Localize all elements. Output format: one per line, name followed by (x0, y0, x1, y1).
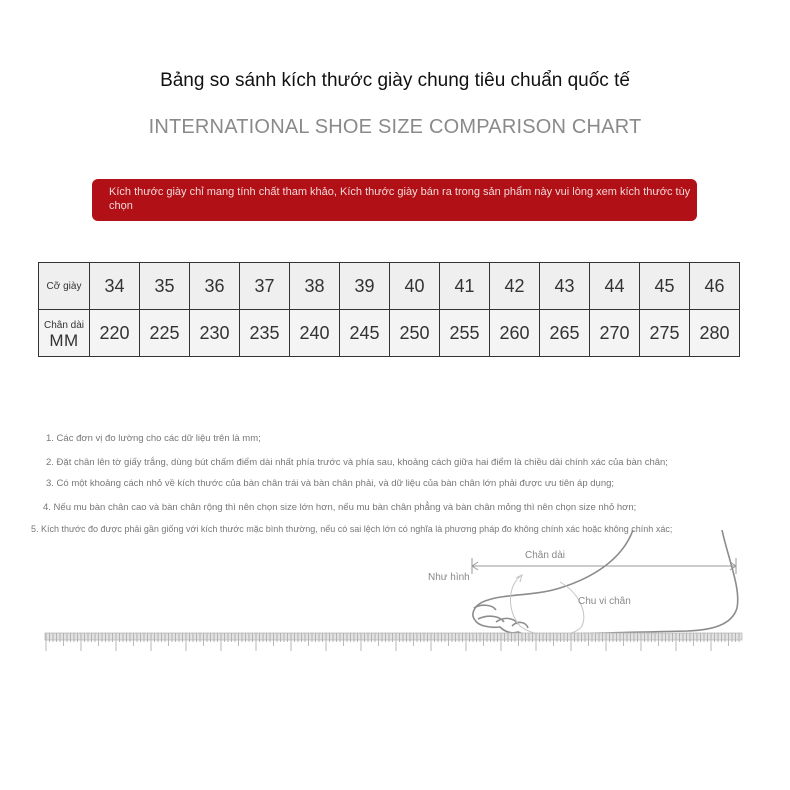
length-row-header (39, 310, 90, 357)
size-row-header (39, 263, 90, 310)
notice-banner (92, 179, 697, 221)
girth-label: Chu vi chân (578, 596, 631, 607)
foot-illustration (0, 530, 790, 660)
note-item: 5. Kích thước đo được phải gần giống với kích thước mặc bình thường, nếu có sai lệch lớn có nghĩa là phương pháp đo không chính xác hoặc không chính xác; (31, 524, 673, 534)
size-cell: 34 (90, 263, 140, 310)
note-item: 1. Các đơn vị đo lường cho các dữ liệu trên là mm; (46, 433, 261, 444)
foot-outline (473, 530, 738, 635)
ruler (45, 633, 742, 651)
size-cell: 40 (390, 263, 440, 310)
size-cell: 41 (440, 263, 490, 310)
shape-label: Như hình (428, 572, 470, 583)
size-row (39, 263, 740, 310)
note-item: 2. Đặt chân lên tờ giấy trắng, dùng bút chấm điểm dài nhất phía trước và phía sau, khoảng cách giữa hai điểm là chiều dài chính xác của bàn chân; (46, 457, 668, 468)
length-cell: 220 (90, 310, 140, 357)
size-label: Cỡ giày (46, 280, 82, 292)
note-item: 3. Có một khoảng cách nhỏ về kích thước của bàn chân trái và bàn chân phải, và dữ liệu của bàn chân lớn phải được ưu tiên áp dụng; (46, 478, 615, 489)
foot-measure-diagram (0, 530, 790, 660)
length-cell: 265 (540, 310, 590, 357)
length-cell: 235 (240, 310, 290, 357)
size-cell: 39 (340, 263, 390, 310)
notice-text: Kích thước giày chỉ mang tính chất tham khảo, Kích thước giày bán ra trong sản phẩm này vui lòng xem kích thước tùy chọn (109, 186, 691, 212)
page-title: Bảng so sánh kích thước giày chung tiêu chuẩn quốc tế (160, 70, 630, 91)
length-cell: 250 (390, 310, 440, 357)
length-cell: 245 (340, 310, 390, 357)
length-cell: 270 (590, 310, 640, 357)
size-cell: 42 (490, 263, 540, 310)
size-cell: 36 (190, 263, 240, 310)
page-subtitle: INTERNATIONAL SHOE SIZE COMPARISON CHART (148, 116, 642, 138)
length-cell: 275 (640, 310, 690, 357)
length-cell: 280 (690, 310, 740, 357)
length-cell: 240 (290, 310, 340, 357)
note-item: 4. Nếu mu bàn chân cao và bàn chân rộng thì nên chọn size lớn hơn, nếu mu bàn chân phẳng và bàn chân mỏng thì nên chọn size nhỏ hơn; (43, 502, 637, 513)
foot-length-label: Chân dài (525, 550, 566, 561)
length-cell: 225 (140, 310, 190, 357)
size-table (38, 262, 740, 357)
size-cell: 44 (590, 263, 640, 310)
length-unit: MM (49, 331, 79, 350)
length-label: Chân dài (43, 320, 85, 331)
length-cell: 255 (440, 310, 490, 357)
size-cell: 43 (540, 263, 590, 310)
length-row (39, 310, 740, 357)
length-arrow (472, 558, 736, 574)
size-cell: 37 (240, 263, 290, 310)
length-cell: 230 (190, 310, 240, 357)
size-cell: 38 (290, 263, 340, 310)
size-cell: 46 (690, 263, 740, 310)
length-cell: 260 (490, 310, 540, 357)
size-cell: 35 (140, 263, 190, 310)
size-cell: 45 (640, 263, 690, 310)
